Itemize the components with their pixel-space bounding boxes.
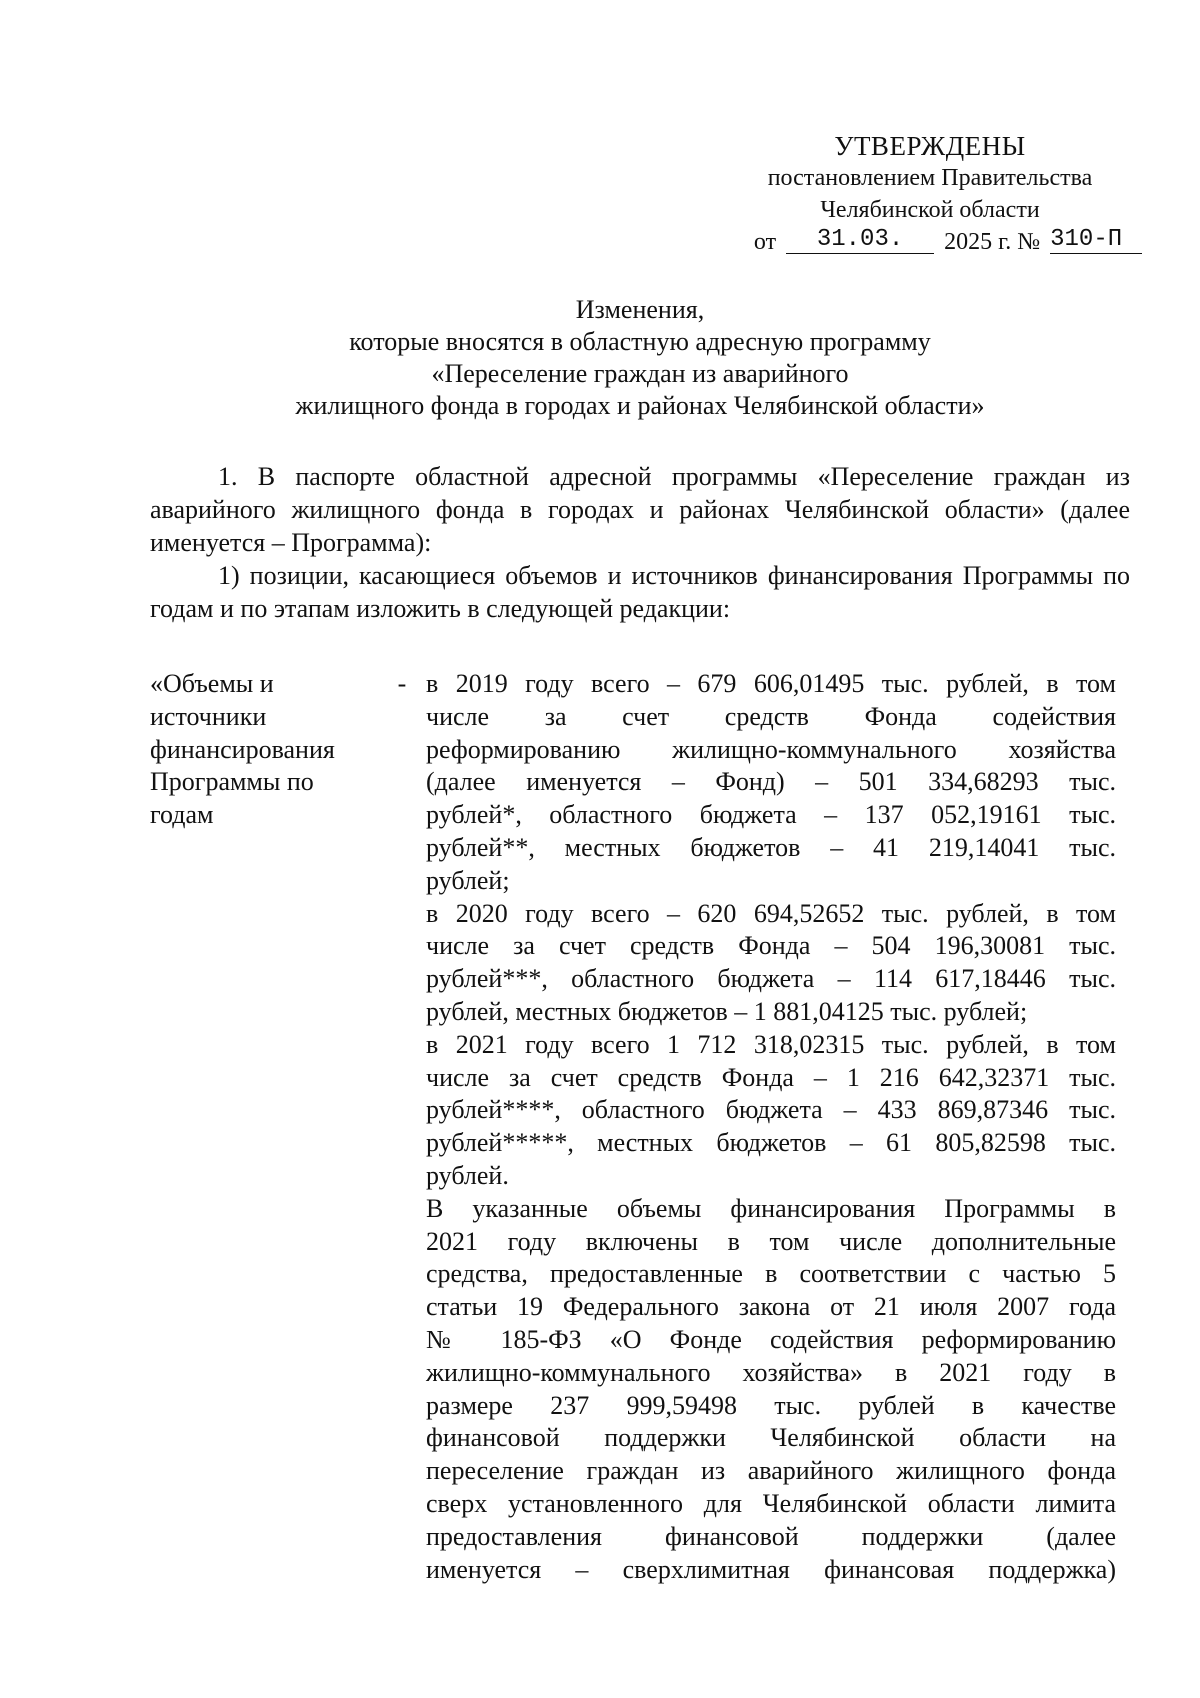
financing-content (426, 668, 1116, 1586)
approval-line-2: Челябинской области (820, 197, 1040, 223)
financing-text-line: статьи 19 Федерального закона от 21 июля 2007 года (426, 1292, 1116, 1322)
intro-text (150, 460, 1130, 625)
financing-text-line: сверх установленного для Челябинской области лимита (426, 1488, 1116, 1518)
financing-text-line: именуется – сверхлимитная финансовая поддержка) (426, 1554, 1116, 1584)
financing-row (150, 668, 1130, 1586)
financing-text-line: рублей, местных бюджетов – 1 881,04125 тыс. рублей; (426, 996, 1028, 1026)
approval-number-value: 310-П (1050, 227, 1142, 254)
approval-block (720, 130, 1140, 258)
financing-text-line: числе за счет средств Фонда – 1 216 642,32371 тыс. (426, 1062, 1116, 1092)
financing-text-line: жилищно-коммунального хозяйства» в 2021 году в (426, 1357, 1116, 1387)
document-heading (150, 294, 1130, 422)
heading-line-3: «Переселение граждан из аварийного (431, 359, 849, 388)
approval-from-prefix: от (753, 229, 777, 255)
intro-paragraph-1: 1. В паспорте областной адресной программы «Переселение граждан из аварийного жилищного фонда в городах и районах Челябинской области» (далее именуется – Программа): (150, 462, 1130, 557)
financing-label-line: годам (150, 800, 214, 830)
financing-text-line: размере 237 999,59498 тыс. рублей в качестве (426, 1390, 1116, 1420)
intro-paragraph-2: 1) позиции, касающиеся объемов и источников финансирования Программы по годам и по этапам изложить в следующей редакции: (150, 561, 1130, 623)
financing-text-line: рублей*, областного бюджета – 137 052,19161 тыс. (426, 800, 1116, 830)
financing-text-line: в 2019 году всего – 679 606,01495 тыс. рублей, в том (426, 669, 1116, 698)
financing-text-line: средства, предоставленные в соответствии с частью 5 (426, 1259, 1116, 1289)
financing-text-line: № 185-ФЗ «О Фонде содействия реформированию (426, 1324, 1116, 1354)
financing-label-line: источники (150, 701, 267, 731)
financing-text-line: числе за счет средств Фонда содействия (426, 701, 1116, 731)
financing-dash: - (397, 669, 407, 698)
financing-text-line: переселение граждан из аварийного жилищного фонда (426, 1456, 1116, 1486)
heading-line-1: Изменения, (575, 295, 705, 324)
financing-text-line: рублей****, областного бюджета – 433 869,87346 тыс. (426, 1095, 1116, 1125)
financing-text-line: рублей. (426, 1160, 509, 1190)
financing-text-line: 2021 году включены в том числе дополнительные (426, 1226, 1116, 1256)
financing-text-line: рублей; (426, 865, 510, 895)
financing-text-line: числе за счет средств Фонда – 504 196,30081 тыс. (426, 931, 1116, 961)
financing-text-line: в 2021 году всего 1 712 318,02315 тыс. рублей, в том (426, 1029, 1116, 1059)
financing-text-line: рублей**, местных бюджетов – 41 219,14041 тыс. (426, 832, 1116, 862)
financing-label-line: Программы по (150, 767, 314, 797)
approval-year-text: 2025 г. № (944, 229, 1041, 255)
financing-text-line: В указанные объемы финансирования Программы в (426, 1193, 1116, 1223)
financing-text-line: рублей*****, местных бюджетов – 61 805,82598 тыс. (426, 1128, 1116, 1158)
approval-title: УТВЕРЖДЕНЫ (834, 131, 1026, 161)
heading-line-4: жилищного фонда в городах и районах Челябинской области» (295, 391, 985, 420)
financing-text-line: реформированию жилищно-коммунального хозяйства (426, 734, 1116, 764)
heading-line-2: которые вносятся в областную адресную программу (349, 327, 931, 356)
approval-date-value: 31.03. (786, 227, 934, 254)
financing-label-line: финансирования (150, 734, 335, 764)
financing-text-line: рублей***, областного бюджета – 114 617,18446 тыс. (426, 964, 1116, 994)
financing-text-line: в 2020 году всего – 620 694,52652 тыс. рублей, в том (426, 898, 1116, 928)
approval-line-1: постановлением Правительства (767, 165, 1093, 191)
financing-text-line: предоставления финансовой поддержки (далее (426, 1521, 1116, 1551)
financing-text-line: финансовой поддержки Челябинской области на (426, 1423, 1116, 1453)
financing-text-line: (далее именуется – Фонд) – 501 334,68293 тыс. (426, 767, 1116, 797)
approval-date-row (738, 226, 1158, 258)
financing-label-line: «Объемы и (150, 669, 274, 698)
financing-label (150, 668, 378, 1586)
